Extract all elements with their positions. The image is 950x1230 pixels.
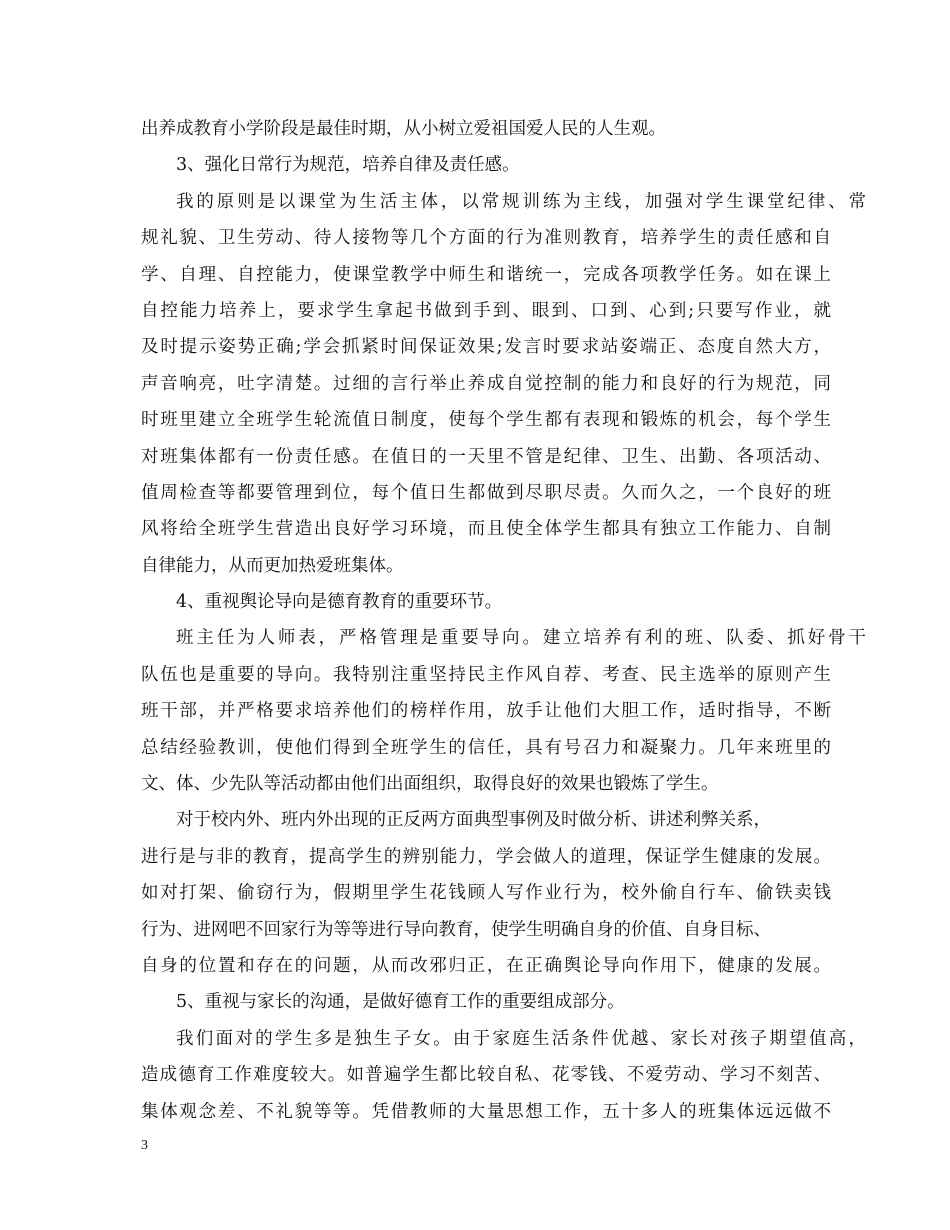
page-number: 3 <box>141 1138 148 1153</box>
text-line: 班干部，并严格要求培养他们的榜样作用，放手让他们大胆工作，适时指导，不断 <box>141 701 831 722</box>
text-line: 规礼貌、卫生劳动、待人接物等几个方面的行为准则教育，培养学生的责任感和自 <box>141 228 831 249</box>
text-line: 总结经验教训，使他们得到全班学生的信任，具有号召力和凝聚力。几年来班里的 <box>141 737 831 758</box>
section-heading: 4、重视舆论导向是德育教育的重要环节。 <box>176 592 503 613</box>
text-line: 我的原则是以课堂为生活主体，以常规训练为主线，加强对学生课堂纪律、常 <box>176 191 866 212</box>
text-line: 风将给全班学生营造出良好学习环境，而且使全体学生都具有独立工作能力、自制 <box>141 519 831 540</box>
text-line: 造成德育工作难度较大。如普遍学生都比较自私、花零钱、不爱劳动、学习不刻苦、 <box>141 1065 831 1086</box>
text-line: 队伍也是重要的导向。我特别注重坚持民主作风自荐、考查、民主选举的原则产生 <box>141 664 831 685</box>
section-heading: 5、重视与家长的沟通，是做好德育工作的重要组成部分。 <box>176 992 625 1013</box>
text-line: 自控能力培养上，要求学生拿起书做到手到、眼到、口到、心到;只要写作业，就 <box>141 300 831 321</box>
section-heading: 3、强化日常行为规范，培养自律及责任感。 <box>176 155 520 176</box>
text-line: 集体观念差、不礼貌等等。凭借教师的大量思想工作，五十多人的班集体远远做不 <box>141 1101 831 1122</box>
text-line: 自律能力，从而更加热爱班集体。 <box>141 555 404 576</box>
text-line: 行为、进网吧不回家行为等等进行导向教育，使学生明确自身的价值、自身目标、 <box>141 919 771 940</box>
text-line: 对于校内外、班内外出现的正反两方面典型事例及时做分析、讲述利弊关系， <box>176 810 771 831</box>
text-line: 进行是与非的教育，提高学生的辨别能力，学会做人的道理，保证学生健康的发展。 <box>141 846 831 867</box>
text-line: 自身的位置和存在的问题，从而改邪归正，在正确舆论导向作用下，健康的发展。 <box>141 955 831 976</box>
text-line: 我们面对的学生多是独生子女。由于家庭生活条件优越、家长对孩子期望值高， <box>176 1028 866 1049</box>
text-line: 声音响亮，吐字清楚。过细的言行举止养成自觉控制的能力和良好的行为规范，同 <box>141 373 831 394</box>
document-body <box>141 111 866 1130</box>
text-line: 对班集体都有一份责任感。在值日的一天里不管是纪律、卫生、出勤、各项活动、 <box>141 446 831 467</box>
text-line: 文、体、少先队等活动都由他们出面组织，取得良好的效果也锻炼了学生。 <box>141 774 719 795</box>
text-line: 如对打架、偷窃行为，假期里学生花钱顾人写作业行为，校外偷自行车、偷铁卖钱 <box>141 883 831 904</box>
text-line: 时班里建立全班学生轮流值日制度，使每个学生都有表现和锻炼的机会，每个学生 <box>141 410 831 431</box>
text-line: 出养成教育小学阶段是最佳时期，从小树立爱祖国爱人民的人生观。 <box>141 119 666 139</box>
text-line: 学、自理、自控能力，使课堂教学中师生和谐统一，完成各项教学任务。如在课上 <box>141 264 831 285</box>
text-line: 班主任为人师表，严格管理是重要导向。建立培养有利的班、队委、抓好骨干 <box>176 628 866 649</box>
text-line: 及时提示姿势正确;学会抓紧时间保证效果;发言时要求站姿端正、态度自然大方， <box>141 337 831 358</box>
text-line: 值周检查等都要管理到位，每个值日生都做到尽职尽责。久而久之，一个良好的班 <box>141 482 831 503</box>
